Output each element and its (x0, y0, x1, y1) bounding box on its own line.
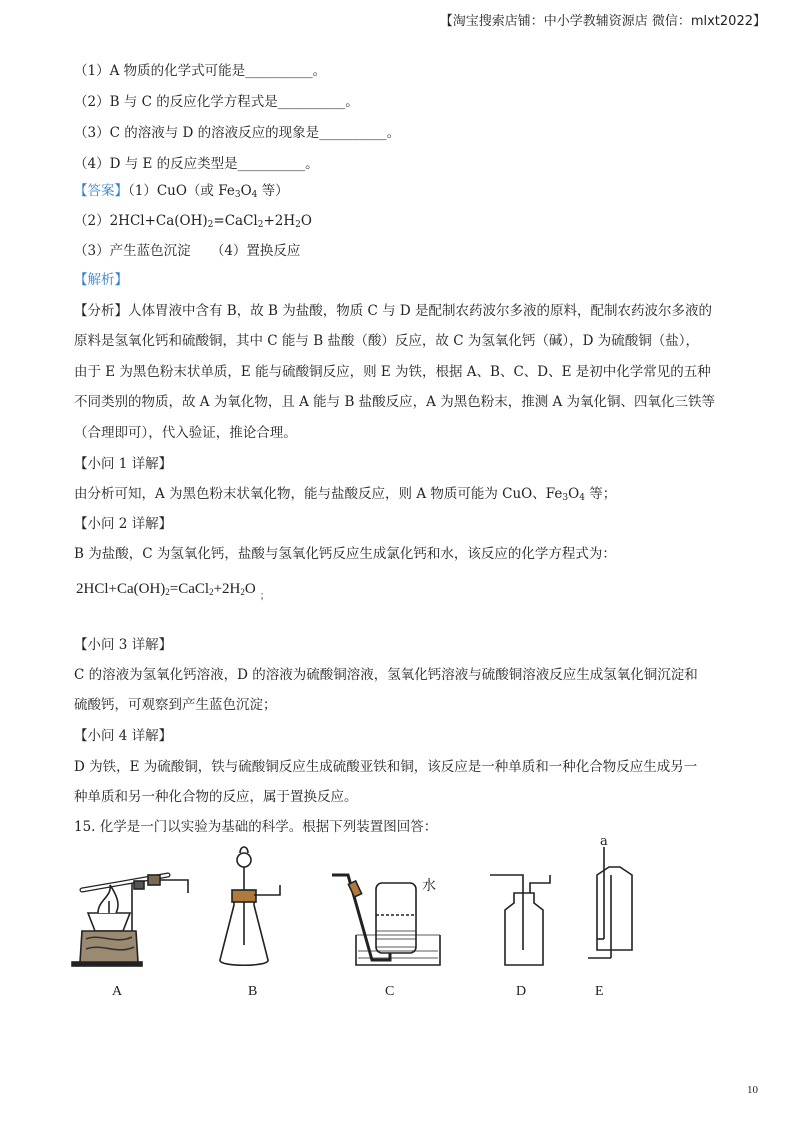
sub4-title: 【小问 4 详解】 (74, 728, 173, 744)
question-15: 15. 化学是一门以实验为基础的科学。根据下列装置图回答： (74, 819, 438, 835)
chemical-equation: $2HCl+Ca(OH)_2=CaCl_2+2H_2O$ $_;$ (76, 581, 270, 602)
sub3-line-1: C 的溶液为氢氧化钙溶液，D 的溶液为硫酸铜溶液，氢氧化钙溶液与硫酸铜溶液反应生成氢氧化铜沉淀和 (74, 667, 698, 683)
analysis-line-2: 原料是氢氧化钙和硫酸铜，其中 C 能与 B 盐酸（酸）反应，故 C 为氢氧化钙（碱），D 为硫酸铜（盐）， (74, 333, 699, 349)
sub2-text: B 为盐酸，C 为氢氧化钙，盐酸与氢氧化钙反应生成氯化钙和水，该反应的化学方程式为： (74, 546, 616, 562)
question-4: （4）D 与 E 的反应类型是__________。 (74, 156, 319, 172)
label-d: D (516, 984, 527, 999)
sub3-line-2: 硫酸钙，可观察到产生蓝色沉淀； (74, 697, 277, 713)
page-header: 【淘宝搜索店铺：中小学教辅资源店 微信：mlxt2022】 (439, 14, 766, 29)
answer-line-2: $(2)2HCl+Ca(OH)_2=CaCl_2+2H_2O$ (74, 213, 312, 230)
answer-line-3: （3）产生蓝色沉淀 （4）置换反应 (74, 243, 301, 259)
sub1-title: 【小问 1 详解】 (74, 456, 173, 472)
apparatus-b (220, 847, 280, 965)
inlet-label-a: a (600, 835, 608, 849)
apparatus-a (72, 875, 188, 966)
lab-apparatus-figure (60, 835, 660, 1010)
question-3: （3）C 的溶液与 D 的溶液反应的现象是__________。 (74, 125, 401, 141)
sub4-line-2: 种单质和另一种化合物的反应，属于置换反应。 (74, 789, 358, 805)
label-e: E (595, 984, 604, 999)
sub3-title: 【小问 3 详解】 (74, 637, 173, 653)
page-number: 10 (747, 1084, 758, 1096)
analysis-line-1: 【分析】人体胃液中含有 B，故 B 为盐酸，物质 C 与 D 是配制农药波尔多液的原料，配制农药波尔多液的 (74, 303, 713, 319)
apparatus-d (490, 875, 550, 965)
answer-line-1: 【答案】（1）CuO（或 $Fe_3O_4$ 等） (74, 183, 289, 200)
analysis-line-3: 由于 E 为黑色粉末状单质，E 能与硫酸铜反应，则 E 为铁，根据 A、B、C、D、E 是初中化学常见的五种 (74, 364, 711, 380)
label-b: B (248, 984, 258, 999)
question-1: （1）A 物质的化学式可能是__________。 (74, 63, 327, 79)
question-2: （2）B 与 C 的反应化学方程式是__________。 (74, 94, 359, 110)
sub4-line-1: D 为铁，E 为硫酸铜，铁与硫酸铜反应生成硫酸亚铁和铜，该反应是一种单质和一种化合物反应生成另一 (74, 759, 698, 775)
analysis-line-5: （合理即可），代入验证，推论合理。 (74, 425, 297, 441)
label-a: A (112, 984, 123, 999)
water-label: 水 (422, 878, 436, 894)
answer-label: 【答案】 (74, 183, 128, 199)
sub1-text: 由分析可知，A 为黑色粉末状氧化物，能与盐酸反应，则 A 物质可能为 CuO、$Fe_3O_4$ 等； (74, 486, 617, 503)
analysis-line-4: 不同类别的物质，故 A 为氧化物，且 A 能与 B 盐酸反应，A 为黑色粉末，推测 A 为氧化铜、四氧化三铁等 (74, 394, 716, 410)
apparatus-e (588, 847, 632, 958)
analysis-label: 【解析】 (74, 272, 128, 288)
sub2-title: 【小问 2 详解】 (74, 516, 173, 532)
label-c: C (385, 984, 395, 999)
